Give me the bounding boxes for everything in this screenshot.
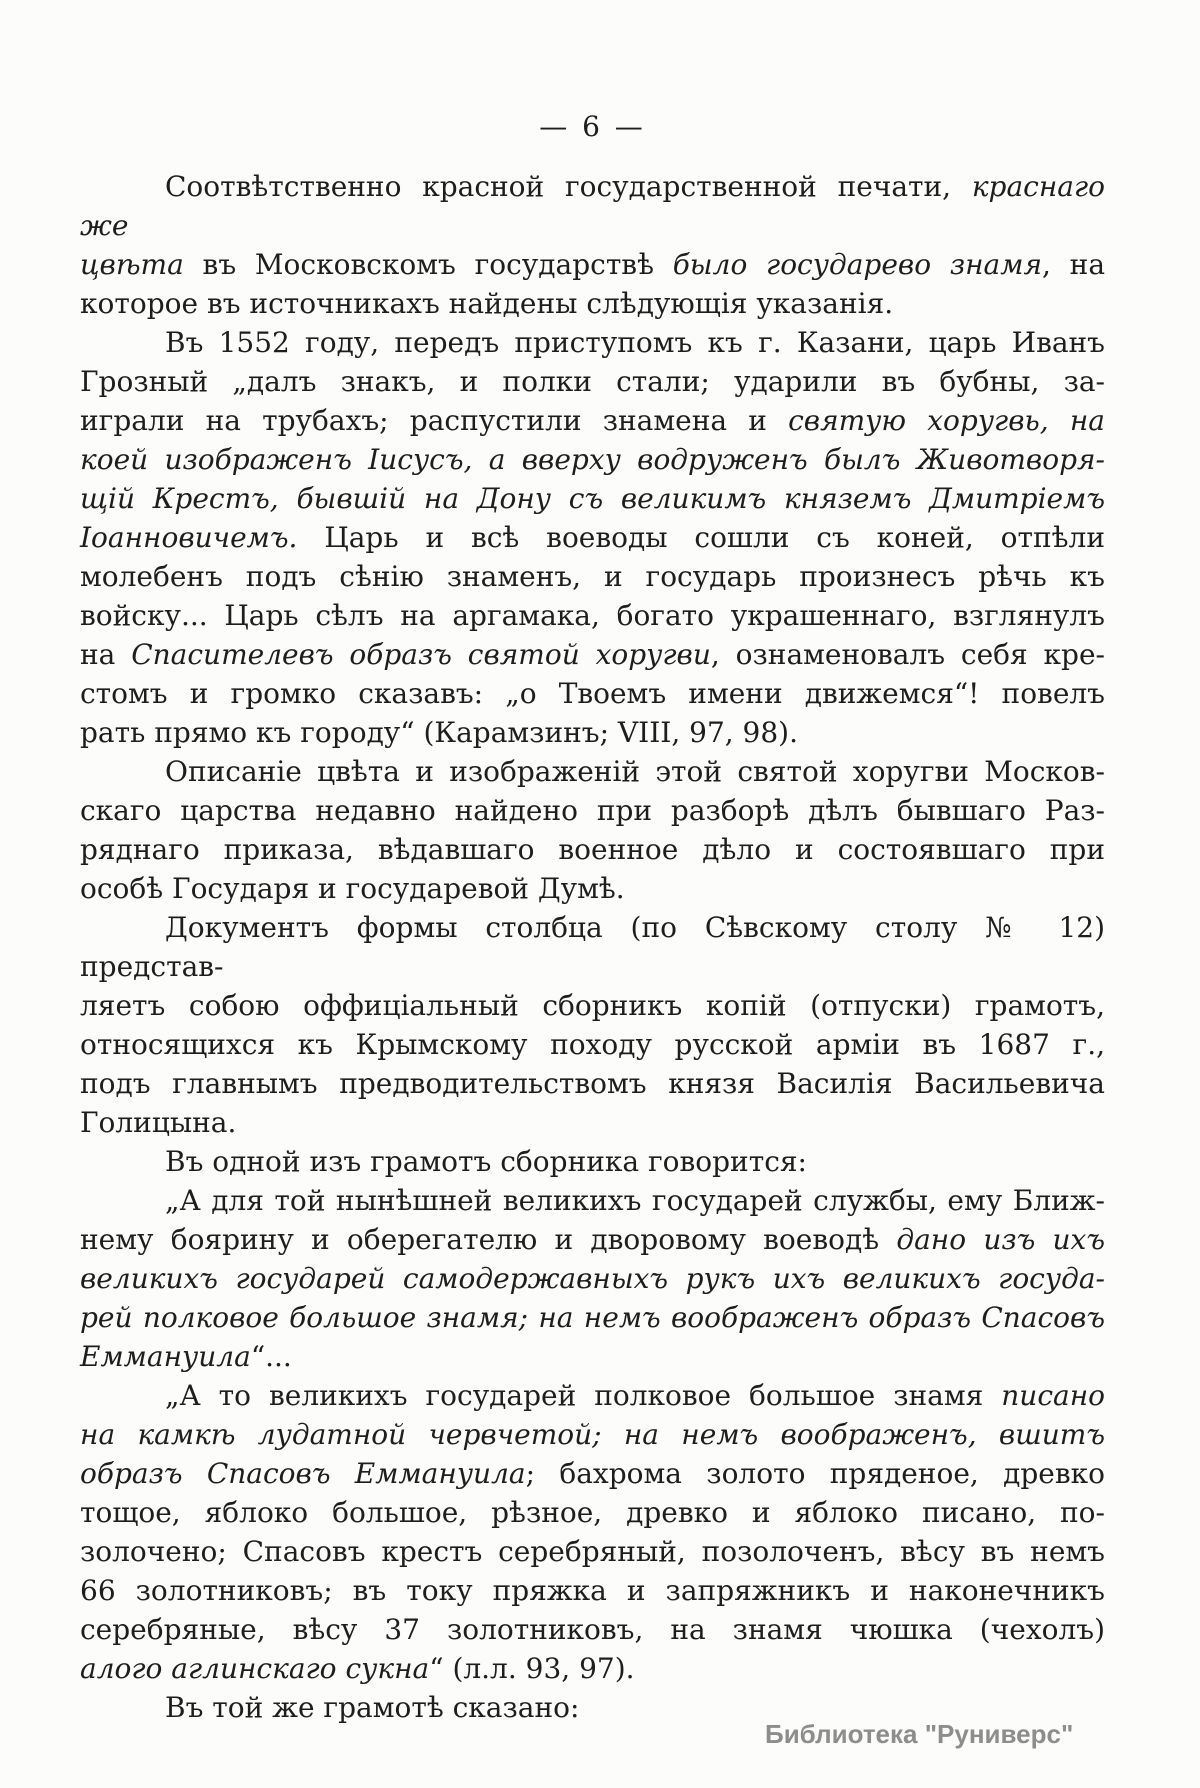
italic-text: алого аглинскаго сукна: [80, 1652, 430, 1685]
roman-text: подъ главнымъ предводительствомъ князя Василія Васильевича: [80, 1067, 1105, 1100]
text-line: [80, 557, 1105, 596]
text-line: [80, 830, 1105, 869]
text-line: [80, 1376, 1105, 1415]
roman-text: Грозный „далъ знакъ, и полки стали; ударили въ бубны, за-: [80, 365, 1105, 398]
paragraph-1: [80, 167, 1105, 323]
text-line: [80, 1532, 1105, 1571]
roman-text: “...: [250, 1340, 292, 1373]
roman-text: въ Московскомъ государствѣ: [183, 248, 673, 281]
roman-text: Соотвѣтственно красной государственной печати,: [165, 170, 972, 203]
italic-text: Іоанновичемъ.: [80, 521, 298, 554]
roman-text: играли на трубахъ; распустили знамена и: [80, 404, 789, 437]
roman-text: Царь и всѣ воеводы сошли съ коней, отпѣли: [297, 521, 1105, 554]
text-line: [80, 284, 1105, 323]
italic-text: коей изображенъ Іисусъ, а вверху водруженъ былъ Животворя-: [80, 443, 1105, 476]
text-line: [80, 1181, 1105, 1220]
roman-text: Въ 1552 году, передъ приступомъ къ г. Казани, царь Иванъ: [165, 326, 1105, 359]
italic-text: великихъ государей самодержавныхъ рукъ ихъ великихъ госуда-: [80, 1262, 1105, 1295]
text-line: [80, 1454, 1105, 1493]
italic-text: дано изъ ихъ: [896, 1223, 1105, 1256]
paragraph-6: [80, 1181, 1105, 1376]
italic-text: Еммануила: [80, 1340, 251, 1373]
text-line: [80, 323, 1105, 362]
italic-text: Спасителевъ образъ святой хоругви: [131, 638, 711, 671]
italic-text: писано: [1001, 1379, 1105, 1412]
text-line: [80, 1298, 1105, 1337]
roman-text: Въ той же грамотѣ сказано:: [165, 1691, 580, 1724]
roman-text: ; бахрома золото пряденое, древко: [525, 1457, 1105, 1490]
roman-text: особѣ Государя и государевой Думѣ.: [80, 872, 625, 905]
italic-text: святую хоругвь, на: [788, 404, 1105, 437]
text-line: [80, 596, 1105, 635]
roman-text: Голицына.: [80, 1106, 237, 1139]
text-line: [80, 1649, 1105, 1688]
text-line: [80, 1142, 1105, 1181]
roman-text: Описаніе цвѣта и изображеній этой святой хоругви Москов-: [165, 755, 1105, 788]
text-line: [80, 674, 1105, 713]
text-line: [80, 440, 1105, 479]
library-watermark: Библиотека "Руниверс": [765, 1719, 1074, 1749]
text-line: [80, 479, 1105, 518]
roman-text: Въ одной изъ грамотъ сборника говорится:: [165, 1145, 807, 1178]
roman-text: нему боярину и оберегателю и дворовому воеводѣ: [80, 1223, 897, 1256]
roman-text: ряднаго приказа, вѣдавшаго военное дѣло и состоявшаго при: [80, 833, 1105, 866]
text-line: [80, 1337, 1105, 1376]
text-line: [80, 752, 1105, 791]
roman-text: золочено; Спасовъ крестъ серебряный, позолоченъ, вѣсу въ немъ: [80, 1535, 1105, 1568]
text-line: [80, 1610, 1105, 1649]
text-line: [80, 245, 1105, 284]
roman-text: рать прямо къ городу“ (Карамзинъ; VIII, 97, 98).: [80, 716, 799, 749]
roman-text: которое въ источникахъ найдены слѣдующія указанія.: [80, 287, 894, 320]
text-line: [80, 362, 1105, 401]
italic-text: на камкѣ лудатной червчетой; на немъ воображенъ, вшитъ: [80, 1418, 1105, 1451]
roman-text: “ (л.л. 93, 97).: [429, 1652, 635, 1685]
roman-text: на: [80, 638, 132, 671]
roman-text: „А для той нынѣшней великихъ государей службы, ему Ближ-: [165, 1184, 1105, 1217]
text-line: [80, 1064, 1105, 1103]
roman-text: скаго царства недавно найдено при разборѣ дѣлъ бывшаго Раз-: [80, 794, 1105, 827]
italic-text: цвѣта: [80, 248, 184, 281]
italic-text: образъ Спасовъ Еммануила: [80, 1457, 526, 1490]
page-number: — 6 —: [539, 110, 646, 143]
italic-text: краснаго же: [80, 170, 1105, 242]
text-line: [80, 791, 1105, 830]
text-line: [80, 713, 1105, 752]
roman-text: серебряные, вѣсу 37 золотниковъ, на знамя чюшка (чехолъ): [80, 1613, 1105, 1646]
paragraph-7: [80, 1376, 1105, 1688]
roman-text: 66 золотниковъ; въ току пряжка и запряжникъ и наконечникъ: [80, 1574, 1105, 1607]
text-line: [80, 986, 1105, 1025]
text-line: [80, 1220, 1105, 1259]
roman-text: войску... Царь сѣлъ на аргамака, богато украшеннаго, взглянулъ: [80, 599, 1105, 632]
roman-text: молебенъ подъ сѣнію знаменъ, и государь произнесъ рѣчь къ: [80, 560, 1105, 593]
roman-text: тощое, яблоко большое, рѣзное, древко и яблоко писано, по-: [80, 1496, 1105, 1529]
roman-text: „А то великихъ государей полковое большое знамя: [165, 1379, 1002, 1412]
roman-text: относящихся къ Крымскому походу русской арміи въ 1687 г.,: [80, 1028, 1105, 1061]
paragraph-4: [80, 908, 1105, 1142]
roman-text: ляетъ собою оффиціальный сборникъ копій (отпуски) грамотъ,: [80, 989, 1105, 1022]
roman-text: , на: [1042, 248, 1106, 281]
text-line: [80, 167, 1105, 245]
text-line: [80, 1493, 1105, 1532]
paragraph-5: [80, 1142, 1105, 1181]
italic-text: рей полковое большое знамя; на немъ воображенъ образъ Спасовъ: [80, 1301, 1105, 1334]
text-line: [80, 1103, 1105, 1142]
text-line: [80, 518, 1105, 557]
text-line: [80, 908, 1105, 986]
italic-text: было государево знамя: [672, 248, 1042, 281]
roman-text: , ознаменовалъ себя кре-: [710, 638, 1105, 671]
paragraph-2: [80, 323, 1105, 752]
text-line: [80, 1259, 1105, 1298]
text-block: [80, 167, 1105, 1727]
text-line: [80, 635, 1105, 674]
text-line: [80, 869, 1105, 908]
text-line: [80, 1415, 1105, 1454]
roman-text: Документъ формы столбца (по Сѣвскому столу № 12) представ-: [80, 911, 1105, 983]
text-line: [80, 1025, 1105, 1064]
text-line: [80, 1571, 1105, 1610]
italic-text: щій Крестъ, бывшій на Дону съ великимъ княземъ Дмитріемъ: [80, 482, 1105, 515]
roman-text: стомъ и громко сказавъ: „о Твоемъ имени движемся“! повелъ: [80, 677, 1105, 710]
paragraph-3: [80, 752, 1105, 908]
text-line: [80, 401, 1105, 440]
